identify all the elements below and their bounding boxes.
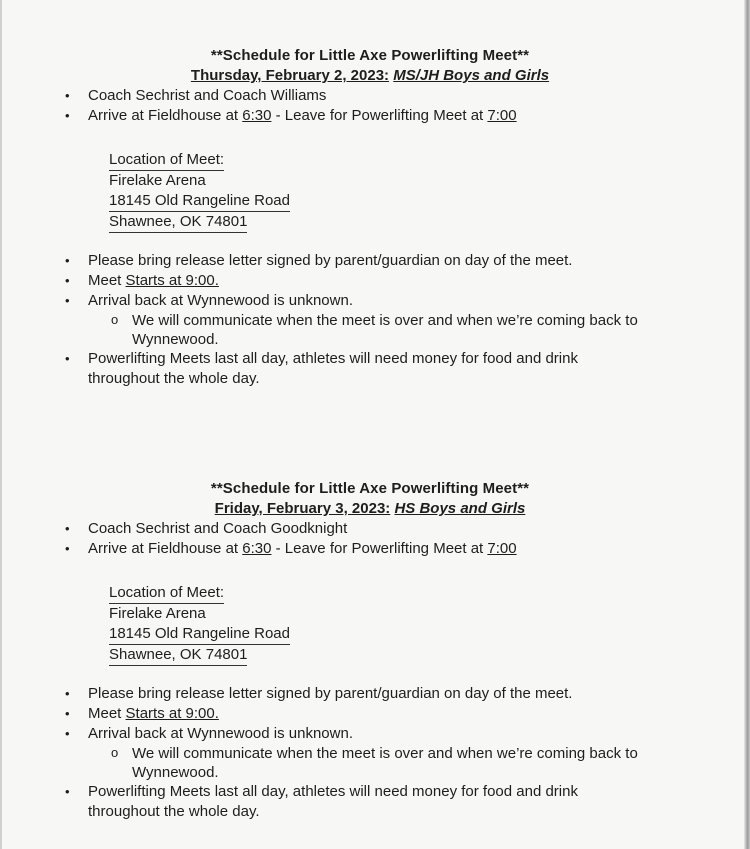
leave-text: - Leave for Powerlifting Meet at [271, 107, 488, 124]
meet-prefix: Meet [88, 272, 126, 289]
arrival-back-item [0, 724, 740, 782]
meet-start-item [0, 704, 740, 724]
schedule-subtitle [0, 66, 740, 86]
meet-date: Thursday, February 2, 2023: [190, 67, 390, 84]
arrival-sub-list [88, 744, 740, 782]
location-block [0, 583, 740, 666]
city-state-zip: Shawnee, OK 74801 [109, 645, 247, 666]
all-day-item: • Powerlifting Meets last all day, athletes will need money for food and drink throughout the whole day. [0, 782, 740, 822]
communicate-item: o We will communicate when the meet is over and when we’re coming back to Wynnewood. [0, 311, 740, 349]
coaches-item: • Coach Sechrist and Coach Goodknight [0, 519, 740, 539]
schedule-title: **Schedule for Little Axe Powerlifting Meet** [210, 480, 530, 497]
street-address: 18145 Old Rangeline Road [109, 624, 290, 645]
communicate-item: o We will communicate when the meet is over and when we’re coming back to Wynnewood. [0, 744, 740, 782]
meet-group: MS/JH Boys and Girls [393, 67, 550, 84]
meet-start-time: Starts at 9:00. [125, 272, 219, 289]
schedule-list [0, 519, 740, 559]
leave-text: - Leave for Powerlifting Meet at [271, 540, 488, 557]
schedule-section-friday [0, 479, 740, 822]
release-letter-item: • Please bring release letter signed by parent/guardian on day of the meet. [0, 251, 740, 271]
leave-time: 7:00 [487, 107, 517, 124]
arrival-back-text: Arrival back at Wynnewood is unknown. [88, 725, 353, 742]
all-day-item: • Powerlifting Meets last all day, athletes will need money for food and drink throughout the whole day. [0, 349, 740, 389]
meet-date: Friday, February 3, 2023: [214, 500, 391, 517]
arrive-item [0, 539, 740, 559]
schedule-subtitle [0, 499, 740, 519]
arrive-item [0, 106, 740, 126]
schedule-section-thursday [0, 46, 740, 389]
coaches-item: • Coach Sechrist and Coach Williams [0, 86, 740, 106]
arrive-prefix: Arrive at Fieldhouse at [88, 540, 239, 557]
venue-name: Firelake Arena [109, 172, 206, 189]
venue-name: Firelake Arena [109, 605, 206, 622]
details-list [0, 251, 740, 389]
arrive-prefix: Arrive at Fieldhouse at [88, 107, 239, 124]
arrival-back-text: Arrival back at Wynnewood is unknown. [88, 292, 353, 309]
meet-group: HS Boys and Girls [394, 500, 526, 517]
arrive-time: 6:30 [242, 540, 272, 557]
street-address: 18145 Old Rangeline Road [109, 191, 290, 212]
leave-time: 7:00 [487, 540, 517, 557]
release-letter-item: • Please bring release letter signed by parent/guardian on day of the meet. [0, 684, 740, 704]
location-label: Location of Meet: [109, 583, 224, 604]
details-list [0, 684, 740, 822]
arrive-time: 6:30 [242, 107, 272, 124]
schedule-title: **Schedule for Little Axe Powerlifting Meet** [210, 47, 530, 64]
scan-edge-right [744, 0, 750, 849]
arrival-sub-list [88, 311, 740, 349]
meet-start-time: Starts at 9:00. [125, 705, 219, 722]
location-label: Location of Meet: [109, 150, 224, 171]
arrival-back-item [0, 291, 740, 349]
meet-prefix: Meet [88, 705, 126, 722]
location-block [0, 150, 740, 233]
schedule-list [0, 86, 740, 126]
meet-start-item [0, 271, 740, 291]
city-state-zip: Shawnee, OK 74801 [109, 212, 247, 233]
